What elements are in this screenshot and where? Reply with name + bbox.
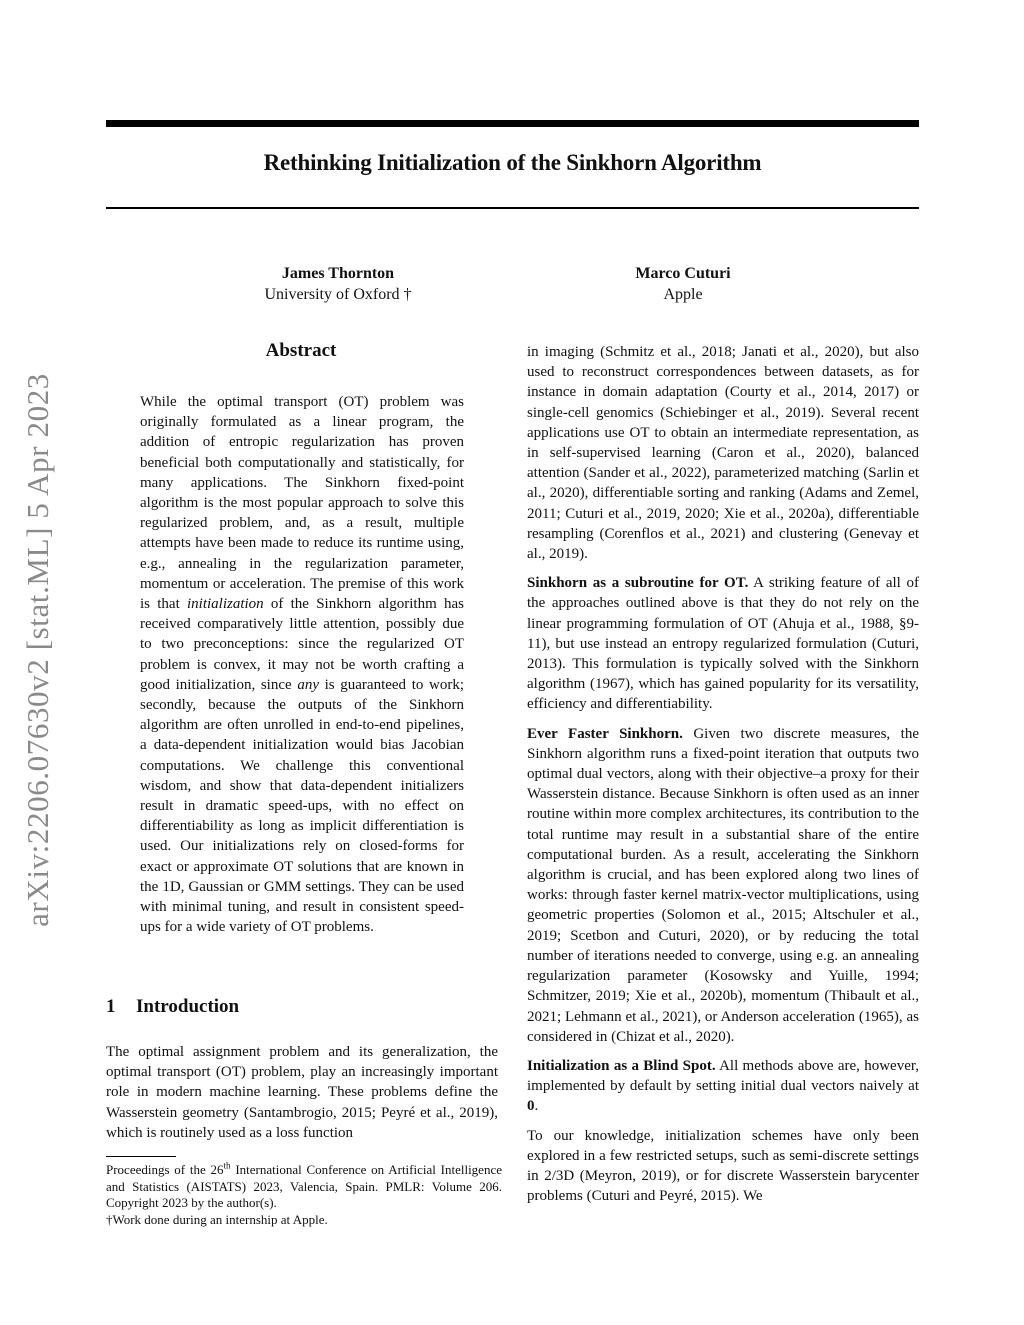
author-block-2: [563, 263, 803, 305]
right-column: [527, 342, 919, 1215]
footnote-internship: †Work done during an internship at Apple.: [106, 1211, 328, 1227]
paragraph-lead: Sinkhorn as a subroutine for OT.: [527, 575, 749, 592]
abstract-heading: Abstract: [265, 340, 337, 361]
footnote-text: Proceedings of the 26: [106, 1162, 224, 1177]
abstract-body: [140, 392, 464, 937]
footnote-superscript: th: [223, 1160, 231, 1171]
zero-vector: 0: [527, 1098, 535, 1115]
right-paragraph: [527, 1056, 919, 1117]
footnote-rule: [106, 1156, 176, 1157]
paper-title: Rethinking Initialization of the Sinkhorn Algorithm: [263, 150, 762, 175]
paragraph-text: .: [534, 1098, 539, 1115]
paragraph-text: A striking feature of all of the approaches outlined above is that they do not rely on the linear programming formulation of OT (Ahuja et al., 1988, §9-11), but use instead an entropy regularized formulation (Cuturi, 2013). This formulation is typically solved with the Sinkhorn algorithm (1967), which has gained popularity for its versatility, efficiency and differentiability.: [527, 575, 919, 713]
paragraph-lead: Initialization as a Blind Spot.: [527, 1057, 716, 1074]
title-rule-bottom: [106, 207, 919, 209]
author-block-1: [218, 263, 458, 305]
author-affiliation: University of Oxford †: [264, 286, 412, 303]
abstract-text: is guaranteed to work; secondly, because the outputs of the Sinkhorn algorithm are often unrolled in end-to-end pipelines, a data-dependent initialization would bias Jacobian computations. We challenge this conventional wisdom, and show that data-dependent initializers result in dramatic speed-ups, with no effect on differentiability as long as implicit differentiation is used. Our initializations rely on closed-forms for exact or approximate OT solutions that are known in the 1D, Gaussian or GMM settings. They can be used with minimal tuning, and result in consistent speed-ups for a wide variety of OT problems.: [140, 676, 464, 936]
abstract-emphasis: initialization: [186, 596, 264, 613]
right-paragraph: in imaging (Schmitz et al., 2018; Janati et al., 2020), but also used to reconstruct correspondences between datasets, as for instance in domain adaptation (Courty et al., 2014, 2017) or single-cell genomics (Schiebinger et al., 2019). Several recent applications use OT to obtain an intermediate representation, as in self-supervised learning (Caron et al., 2020), balanced attention (Sander et al., 2022), parameterized matching (Sarlin et al., 2020), differentiable sorting and ranking (Adams and Zemel, 2011; Cuturi et al., 2019, 2020; Xie et al., 2020a), differentiable resampling (Corenflos et al., 2021) and clustering (Genevay et al., 2019).: [527, 344, 919, 563]
author-name: Marco Cuturi: [635, 265, 731, 282]
section-heading-introduction: [106, 996, 239, 1018]
paragraph-lead: Ever Faster Sinkhorn.: [527, 725, 683, 742]
section-title: Introduction: [136, 996, 240, 1017]
paragraph-text: All methods above are, however, implemented by default by setting initial dual vectors naively at: [527, 1057, 919, 1095]
right-paragraph: To our knowledge, initialization schemes have only been explored in a few restricted setups, such as semi-discrete settings in 2/3D (Meyron, 2019), or for discrete Wasserstein barycenter problems (Cuturi and Peyré, 2015). We: [527, 1127, 919, 1205]
author-affiliation: Apple: [663, 286, 703, 303]
abstract-text: While the optimal transport (OT) problem was originally formulated as a linear program, the addition of entropic regularization has proven beneficial both computationally and statistically, for many applications. The Sinkhorn fixed-point algorithm is the most popular approach to solve this regularized problem, and, as a result, multiple attempts have been made to reduce its runtime using, e.g., annealing in the regularization parameter, momentum or acceleration. The premise of this work is that: [140, 394, 464, 613]
footnotes: [106, 1162, 502, 1228]
right-paragraph: [527, 724, 919, 1047]
abstract-text: of the Sinkhorn algorithm has received comparatively little attention, possibly due to two preconceptions: since the regularized OT problem is convex, it may not be worth crafting a good initialization, since: [140, 596, 464, 693]
footnote-text: International Conference on Artificial Intelligence and Statistics (AISTATS) 2023, Valencia, Spain. PMLR: Volume 206. Copyright 2023 by the author(s).: [106, 1162, 502, 1210]
abstract-emphasis: any: [297, 676, 319, 693]
right-paragraph: [527, 573, 919, 714]
paragraph-text: Given two discrete measures, the Sinkhorn algorithm runs a fixed-point iteration that outputs two optimal dual vectors, along with their objective–a proxy for their Wasserstein distance. Because Sinkhorn is often used as an inner routine within more complex architectures, its contribution to the total runtime may result in a substantial share of the entire computational burden. As a result, accelerating the Sinkhorn algorithm is crucial, and has been explored along two lines of works: through faster kernel matrix-vector multiplications, using geometric properties (Solomon et al., 2015; Altschuler et al., 2019; Scetbon and Cuturi, 2020), or by reducing the total number of iterations needed to converge, using e.g. an annealing regularization parameter (Kosowsky and Yuille, 1994; Schmitzer, 2019; Xie et al., 2020b), momentum (Thibault et al., 2021; Lehmann et al., 2021), or Anderson acceleration (1965), as considered in (Chizat et al., 2020).: [527, 725, 919, 1045]
arxiv-stamp: arXiv:2206.07630v2 [stat.ML] 5 Apr 2023: [20, 373, 55, 927]
author-name: James Thornton: [281, 265, 395, 282]
title-rule-top: [106, 120, 919, 127]
intro-paragraph: The optimal assignment problem and its generalization, the optimal transport (OT) problem, play an increasingly important role in modern machine learning. These problems define the Wasserstein geometry (Santambrogio, 2015; Peyré et al., 2019), which is routinely used as a loss function: [106, 1044, 498, 1141]
footnote-proceedings: [106, 1162, 502, 1212]
section-number: 1: [106, 996, 116, 1017]
